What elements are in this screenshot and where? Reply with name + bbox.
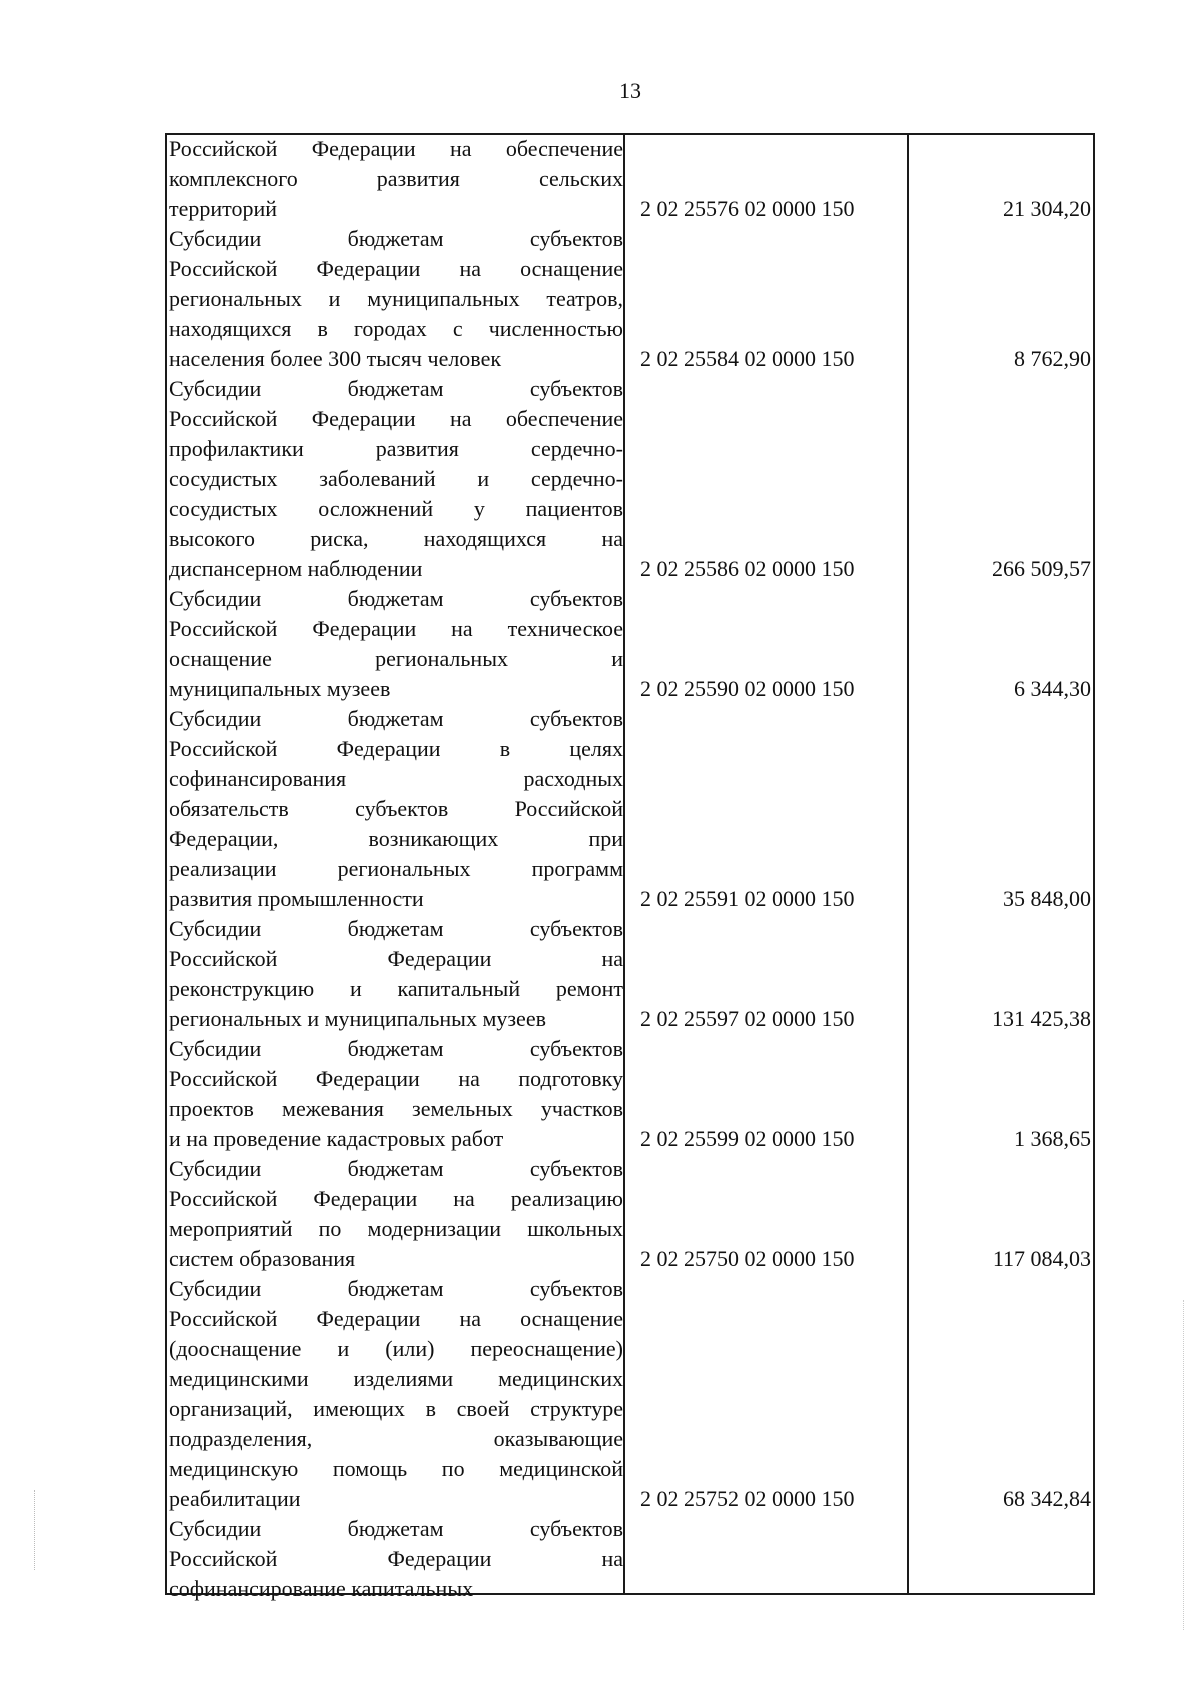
description-line: Российской Федерации на оснащение xyxy=(169,256,623,281)
description-line: и на проведение кадастровых работ xyxy=(169,1126,504,1151)
description-line: развития промышленности xyxy=(169,886,424,911)
row-amount: 8 762,90 xyxy=(1014,346,1091,371)
description-line: Российской Федерации на техническое xyxy=(169,616,623,641)
description-line: реализации региональных программ xyxy=(169,856,623,881)
description-line: Субсидии бюджетам субъектов xyxy=(169,706,623,731)
description-line: диспансерном наблюдении xyxy=(169,556,423,581)
description-line: Российской Федерации на xyxy=(169,1546,623,1571)
scan-right-edge xyxy=(1183,1300,1185,1630)
table-row xyxy=(165,704,1095,914)
scan-margin-marks xyxy=(34,1490,41,1570)
description-line: Субсидии бюджетам субъектов xyxy=(169,916,623,941)
table-row xyxy=(165,584,1095,704)
description-line: региональных и муниципальных музеев xyxy=(169,1006,546,1031)
description-line: софинансирования расходных xyxy=(169,766,623,791)
description-line: сосудистых заболеваний и сердечно- xyxy=(169,466,623,491)
row-amount: 266 509,57 xyxy=(992,556,1091,581)
row-description xyxy=(165,584,623,704)
row-description xyxy=(165,1274,623,1514)
description-line: Российской Федерации на обеспечение xyxy=(169,406,623,431)
description-line: Российской Федерации на оснащение xyxy=(169,1306,623,1331)
row-description xyxy=(165,224,623,374)
row-description xyxy=(165,374,623,584)
description-line: Субсидии бюджетам субъектов xyxy=(169,376,623,401)
description-line: населения более 300 тысяч человек xyxy=(169,346,502,371)
row-amount: 35 848,00 xyxy=(1003,886,1091,911)
description-line: Субсидии бюджетам субъектов xyxy=(169,586,623,611)
row-description xyxy=(165,914,623,1034)
row-amount: 68 342,84 xyxy=(1003,1486,1091,1511)
description-line: организаций, имеющих в своей структуре xyxy=(169,1396,623,1421)
row-description xyxy=(165,134,623,224)
description-line: реконструкцию и капитальный ремонт xyxy=(169,976,623,1001)
description-line: Российской Федерации на xyxy=(169,946,623,971)
description-line: Субсидии бюджетам субъектов xyxy=(169,1516,623,1541)
description-line: региональных и муниципальных театров, xyxy=(169,286,623,311)
row-budget-code: 2 02 25599 02 0000 150 xyxy=(640,1126,855,1151)
description-line: профилактики развития сердечно- xyxy=(169,436,623,461)
description-line: высокого риска, находящихся на xyxy=(169,526,623,551)
row-budget-code: 2 02 25597 02 0000 150 xyxy=(640,1006,855,1031)
description-line: медицинскую помощь по медицинской xyxy=(169,1456,623,1481)
row-description xyxy=(165,704,623,914)
table-row xyxy=(165,134,1095,224)
description-line: Субсидии бюджетам субъектов xyxy=(169,1276,623,1301)
budget-table xyxy=(165,133,1095,1601)
description-line: Российской Федерации в целях xyxy=(169,736,623,761)
description-line: Субсидии бюджетам субъектов xyxy=(169,226,623,251)
description-line: Субсидии бюджетам субъектов xyxy=(169,1036,623,1061)
row-amount: 21 304,20 xyxy=(1003,196,1091,221)
description-line: муниципальных музеев xyxy=(169,676,391,701)
row-amount: 6 344,30 xyxy=(1014,676,1091,701)
description-line: Субсидии бюджетам субъектов xyxy=(169,1156,623,1181)
description-line: Федерации, возникающих при xyxy=(169,826,623,851)
description-line: Российской Федерации на обеспечение xyxy=(169,136,623,161)
row-budget-code: 2 02 25752 02 0000 150 xyxy=(640,1486,855,1511)
table-row xyxy=(165,914,1095,1034)
row-budget-code: 2 02 25586 02 0000 150 xyxy=(640,556,855,581)
row-description xyxy=(165,1514,623,1604)
row-budget-code: 2 02 25591 02 0000 150 xyxy=(640,886,855,911)
row-budget-code: 2 02 25576 02 0000 150 xyxy=(640,196,855,221)
table-row xyxy=(165,374,1095,584)
table-row xyxy=(165,224,1095,374)
row-description xyxy=(165,1034,623,1154)
row-budget-code: 2 02 25750 02 0000 150 xyxy=(640,1246,855,1271)
description-line: систем образования xyxy=(169,1246,356,1271)
description-line: софинансирование капитальных xyxy=(169,1576,474,1601)
description-line: подразделения, оказывающие xyxy=(169,1426,623,1451)
description-line: находящихся в городах с численностью xyxy=(169,316,623,341)
description-line: проектов межевания земельных участков xyxy=(169,1096,623,1121)
description-line: Российской Федерации на реализацию xyxy=(169,1186,623,1211)
description-line: территорий xyxy=(169,196,278,221)
description-line: сосудистых осложнений у пациентов xyxy=(169,496,623,521)
row-amount: 1 368,65 xyxy=(1014,1126,1091,1151)
description-line: реабилитации xyxy=(169,1486,301,1511)
table-row xyxy=(165,1154,1095,1274)
table-row xyxy=(165,1274,1095,1514)
row-amount: 131 425,38 xyxy=(992,1006,1091,1031)
row-budget-code: 2 02 25584 02 0000 150 xyxy=(640,346,855,371)
table-row xyxy=(165,1514,1095,1604)
row-amount: 117 084,03 xyxy=(992,1246,1091,1271)
row-budget-code: 2 02 25590 02 0000 150 xyxy=(640,676,855,701)
row-description xyxy=(165,1154,623,1274)
description-line: комплексного развития сельских xyxy=(169,166,623,191)
description-line: мероприятий по модернизации школьных xyxy=(169,1216,623,1241)
description-line: медицинскими изделиями медицинских xyxy=(169,1366,623,1391)
table-rows xyxy=(165,134,1095,1604)
description-line: Российской Федерации на подготовку xyxy=(169,1066,623,1091)
page-number: 13 xyxy=(619,78,641,103)
description-line: обязательств субъектов Российской xyxy=(169,796,623,821)
description-line: оснащение региональных и xyxy=(169,646,623,671)
table-row xyxy=(165,1034,1095,1154)
description-line: (дооснащение и (или) переоснащение) xyxy=(169,1336,623,1361)
